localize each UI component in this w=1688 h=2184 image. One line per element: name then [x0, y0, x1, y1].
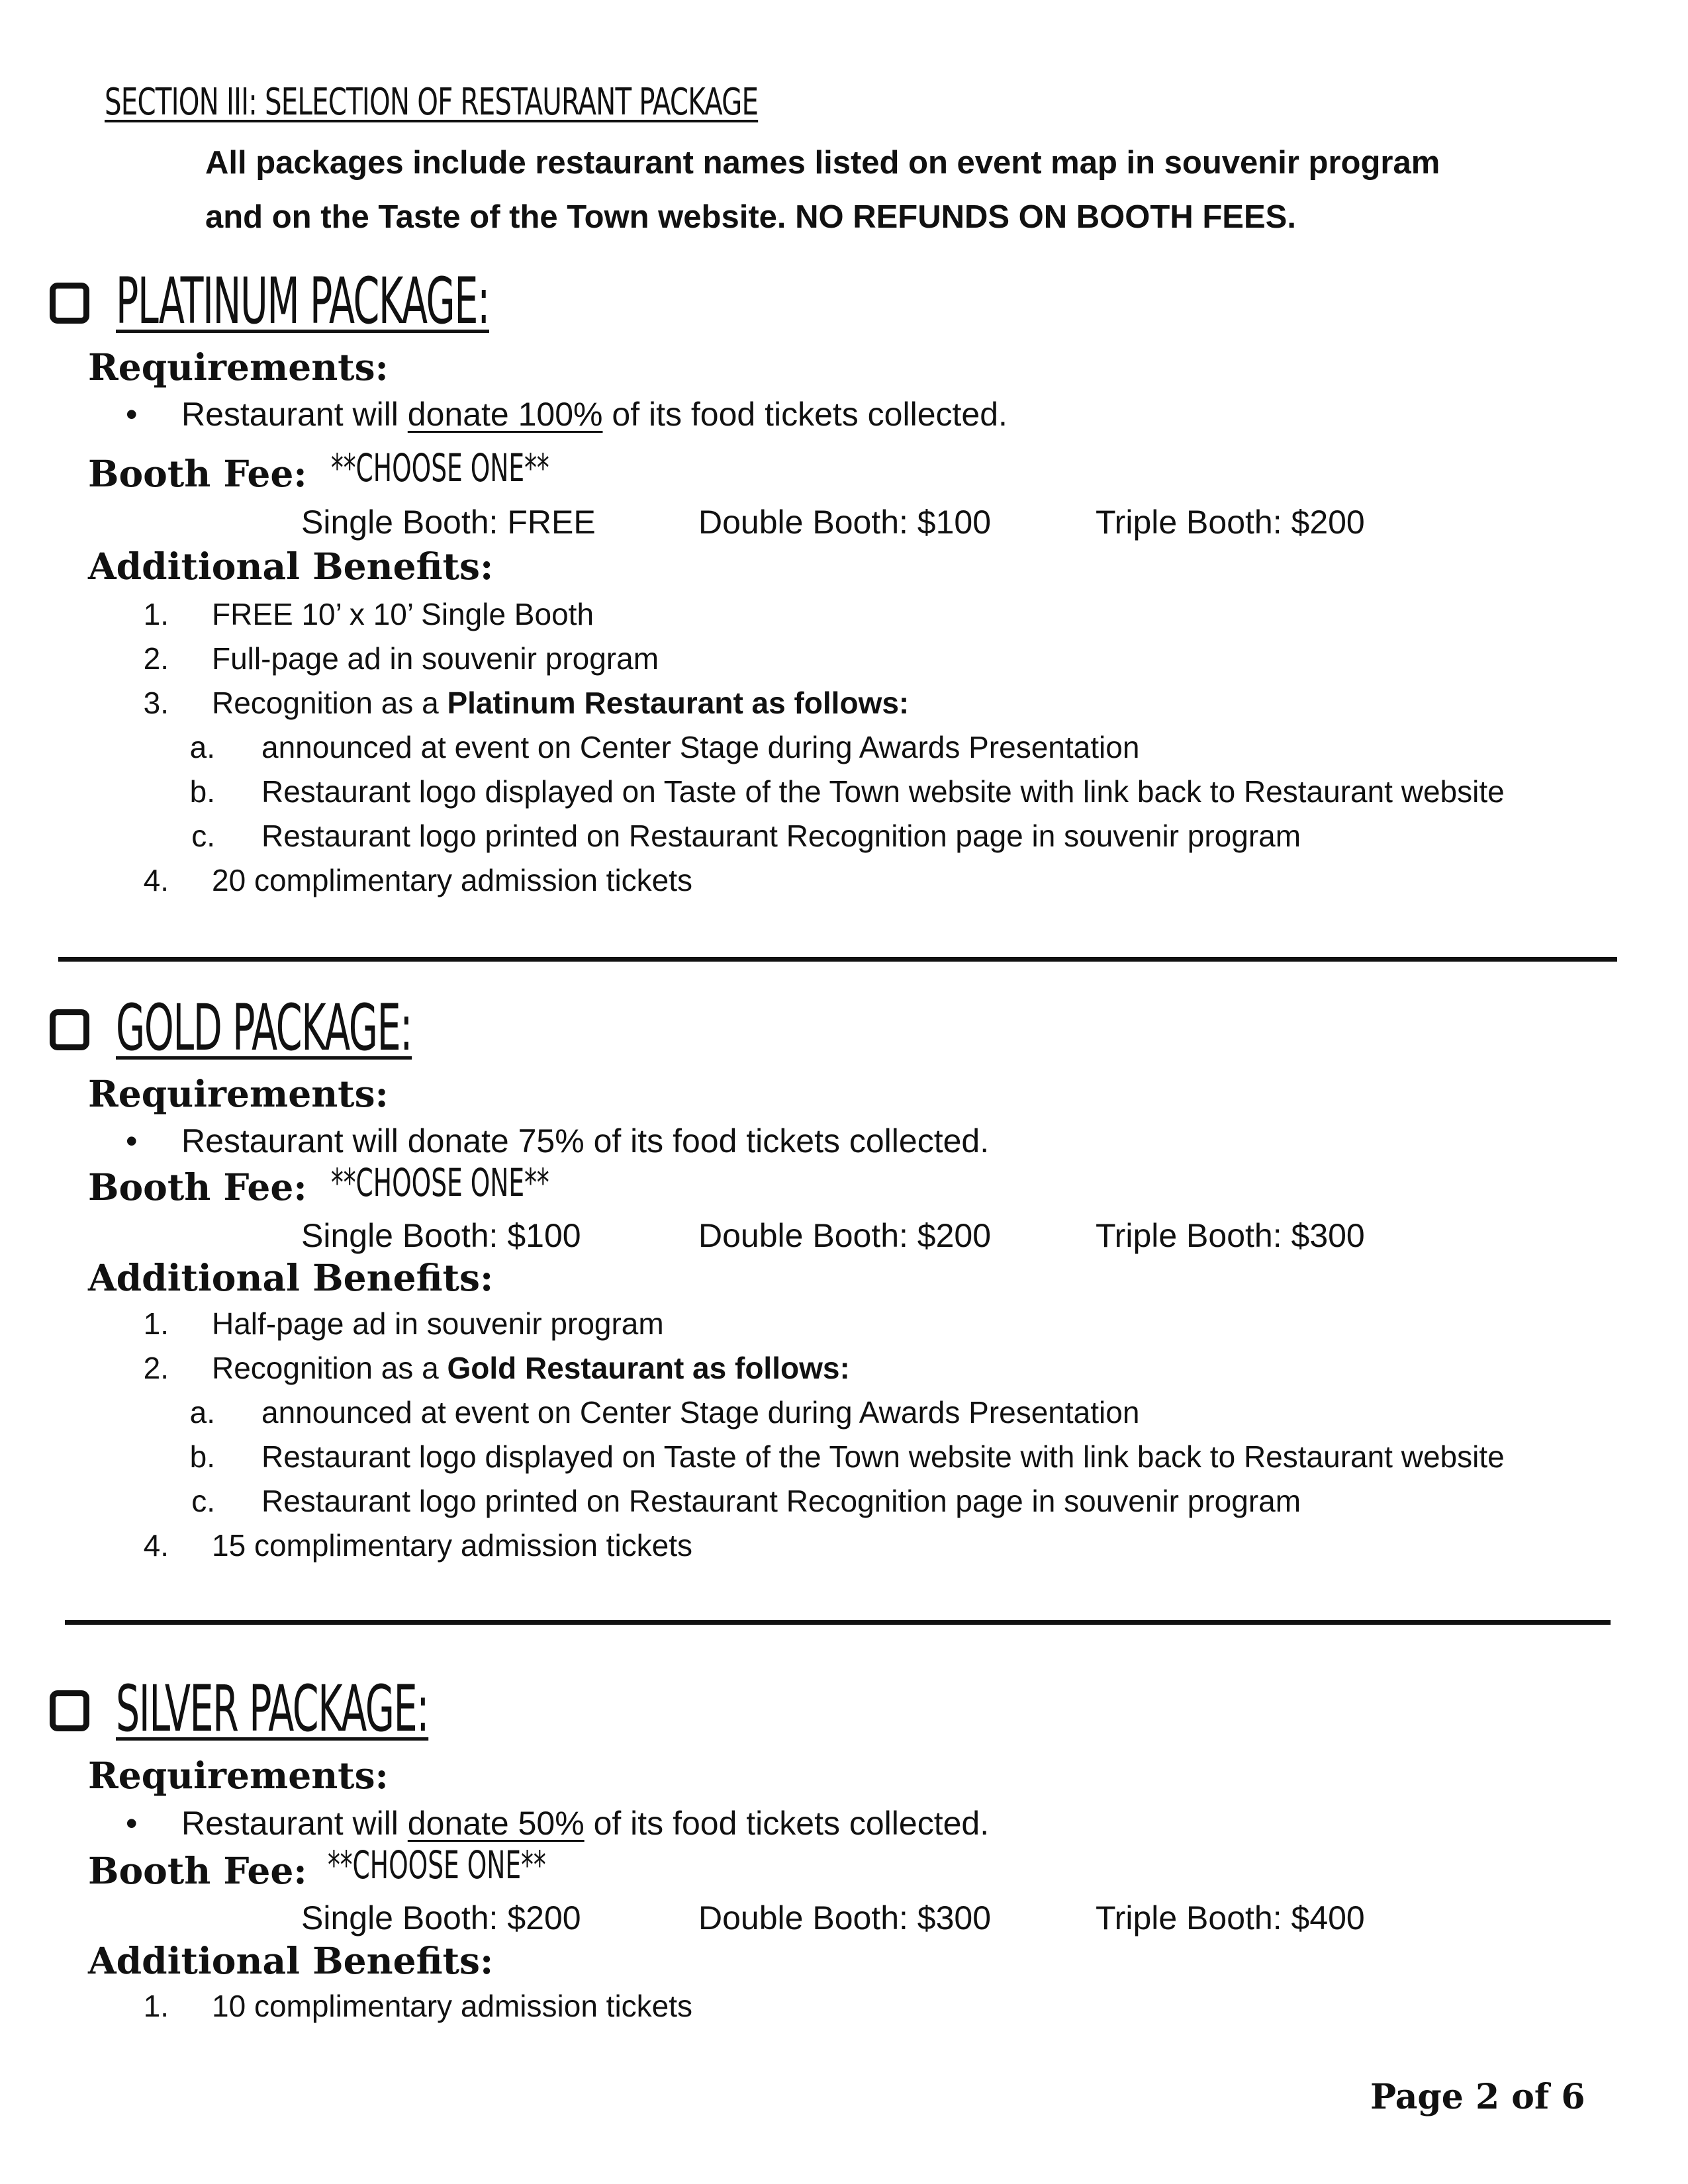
list-letter: c.: [191, 819, 215, 853]
platinum-choose-one: **CHOOSE ONE**: [331, 445, 549, 490]
benefit-subitem: Restaurant logo printed on Restaurant Recognition page in souvenir program: [261, 1484, 1301, 1518]
silver-requirements-heading: Requirements:: [88, 1754, 389, 1797]
benefit-subitem: Restaurant logo displayed on Taste of the Town website with link back to Restaurant website: [261, 774, 1505, 809]
page-number: Page 2 of 6: [1370, 2077, 1585, 2117]
silver-requirement: [126, 1804, 989, 1843]
bullet-icon: •: [126, 1805, 138, 1842]
silver-checkbox[interactable]: [50, 1690, 89, 1731]
platinum-checkbox[interactable]: [50, 283, 89, 324]
benefit-item: 10 complimentary admission tickets: [212, 1989, 693, 2023]
platinum-fee-double: Double Booth: $100: [698, 504, 992, 541]
gold-booth-fee-heading: Booth Fee:: [88, 1165, 307, 1208]
gold-benefits-heading: Additional Benefits:: [88, 1256, 494, 1299]
req-text: Restaurant will: [181, 396, 408, 433]
benefit-subitem: Restaurant logo printed on Restaurant Recognition page in souvenir program: [261, 819, 1301, 853]
benefit-item: Full-page ad in souvenir program: [212, 641, 659, 676]
list-number: 2.: [143, 641, 169, 676]
silver-booth-fee-heading: Booth Fee:: [88, 1849, 307, 1892]
list-number: 1.: [143, 1306, 169, 1341]
platinum-benefits-heading: Additional Benefits:: [88, 545, 494, 588]
divider: [65, 1620, 1611, 1625]
benefit-subitem: announced at event on Center Stage during Awards Presentation: [261, 730, 1140, 764]
platinum-title: PLATINUM PACKAGE:: [116, 264, 489, 338]
req-text: Restaurant will donate 75% of its food tickets collected.: [181, 1122, 990, 1160]
benefit-item: [212, 1350, 850, 1386]
silver-fee-single: Single Booth: $200: [301, 1899, 581, 1936]
benefit-subitem: Restaurant logo displayed on Taste of the Town website with link back to Restaurant website: [261, 1439, 1505, 1474]
silver-benefits-heading: Additional Benefits:: [88, 1939, 494, 1982]
benefit-item: Half-page ad in souvenir program: [212, 1306, 664, 1341]
benefit-bold-text: Platinum Restaurant as follows:: [447, 686, 910, 720]
req-underlined: donate 100%: [407, 396, 603, 433]
list-number: 1.: [143, 597, 169, 631]
list-letter: a.: [189, 730, 215, 764]
benefit-item: 15 complimentary admission tickets: [212, 1528, 693, 1563]
gold-title: GOLD PACKAGE:: [116, 991, 412, 1065]
platinum-fee-single: Single Booth: FREE: [301, 504, 596, 541]
platinum-requirement: [126, 395, 1008, 433]
req-text-end: of its food tickets collected.: [602, 396, 1008, 433]
intro-text: [205, 136, 1635, 244]
benefit-bold-text: Gold Restaurant as follows:: [447, 1351, 850, 1385]
list-letter: b.: [189, 774, 215, 809]
intro-line-1: All packages include restaurant names listed on event map in souvenir program: [205, 145, 1440, 181]
benefit-subitem: announced at event on Center Stage during Awards Presentation: [261, 1395, 1140, 1430]
silver-fee-double: Double Booth: $300: [698, 1899, 992, 1936]
benefit-item: [212, 685, 909, 721]
list-number: 4.: [143, 863, 169, 897]
gold-checkbox[interactable]: [50, 1009, 89, 1050]
silver-fee-triple: Triple Booth: $400: [1096, 1899, 1365, 1936]
benefit-text: Recognition as a: [212, 1351, 447, 1385]
req-text: Restaurant will: [181, 1805, 408, 1842]
silver-title: SILVER PACKAGE:: [116, 1672, 429, 1746]
req-text-end: of its food tickets collected.: [584, 1805, 990, 1842]
gold-choose-one: **CHOOSE ONE**: [331, 1160, 549, 1205]
req-underlined: donate 50%: [407, 1805, 585, 1842]
list-number: 3.: [143, 686, 169, 720]
benefit-item: FREE 10’ x 10’ Single Booth: [212, 597, 594, 631]
list-number: 2.: [143, 1351, 169, 1385]
gold-requirements-heading: Requirements:: [88, 1072, 389, 1115]
intro-line-2: and on the Taste of the Town website. NO REFUNDS ON BOOTH FEES.: [205, 199, 1296, 235]
bullet-icon: •: [126, 396, 138, 433]
benefit-item: 20 complimentary admission tickets: [212, 863, 693, 897]
gold-fee-double: Double Booth: $200: [698, 1217, 992, 1254]
list-letter: a.: [189, 1395, 215, 1430]
list-letter: b.: [189, 1439, 215, 1474]
platinum-requirements-heading: Requirements:: [88, 345, 389, 388]
list-letter: c.: [191, 1484, 215, 1518]
platinum-booth-fee-heading: Booth Fee:: [88, 452, 307, 495]
bullet-icon: •: [126, 1122, 138, 1160]
list-number: 1.: [143, 1989, 169, 2023]
section-title: SECTION III: SELECTION OF RESTAURANT PACKAGE: [105, 81, 759, 124]
list-number: 4.: [143, 1528, 169, 1563]
benefit-text: Recognition as a: [212, 686, 447, 720]
platinum-fee-triple: Triple Booth: $200: [1096, 504, 1365, 541]
gold-requirement: [126, 1122, 989, 1160]
gold-fee-triple: Triple Booth: $300: [1096, 1217, 1365, 1254]
divider: [58, 957, 1617, 962]
gold-fee-single: Single Booth: $100: [301, 1217, 581, 1254]
silver-choose-one: **CHOOSE ONE**: [328, 1843, 546, 1888]
